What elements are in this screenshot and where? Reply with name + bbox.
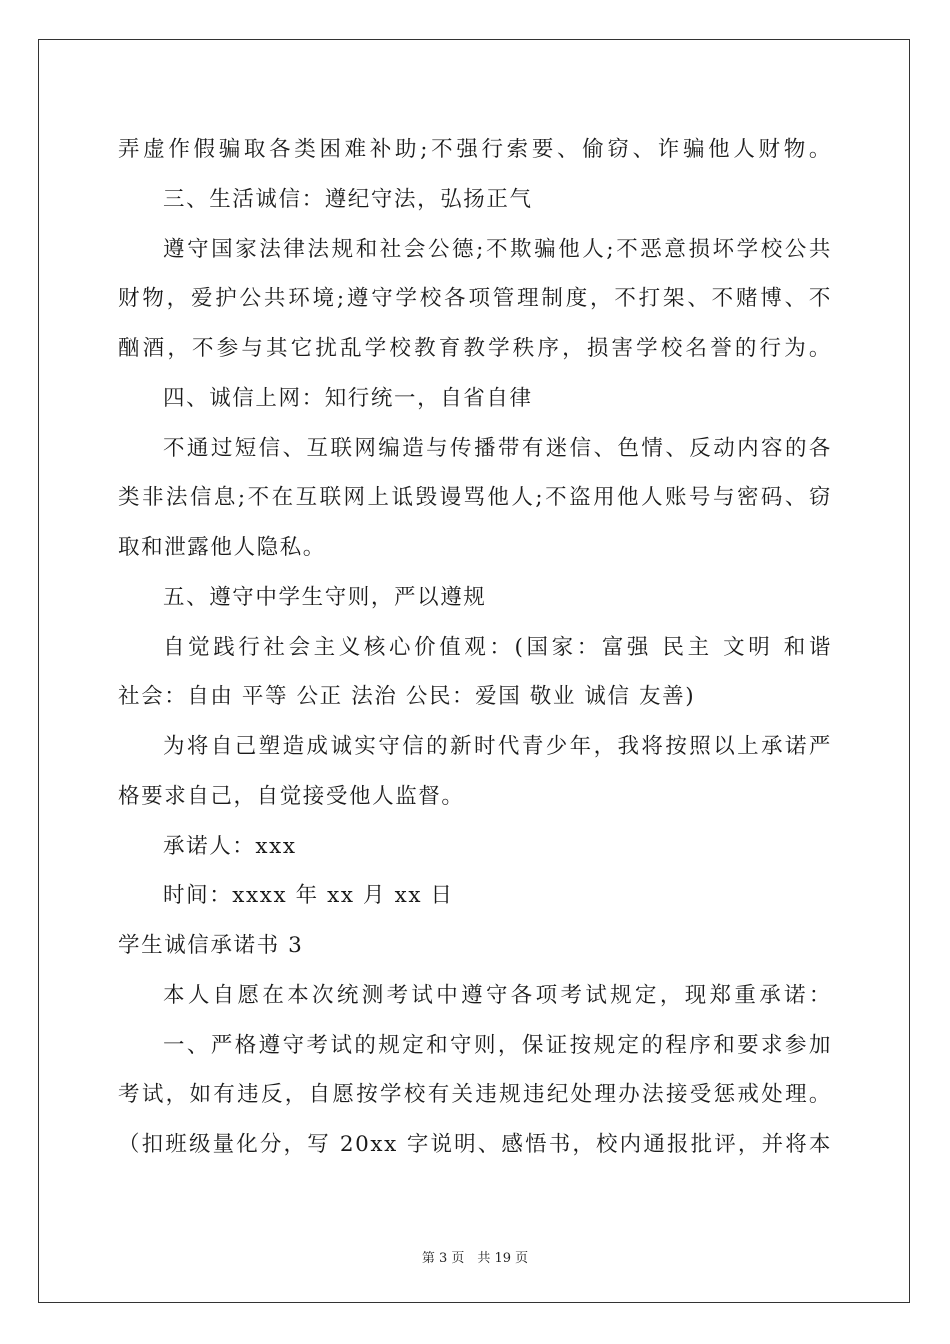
text-line: 弄虚作假骗取各类困难补助;不强行索要、偷窃、诈骗他人财物。 [118, 137, 832, 162]
text-line: 酗酒，不参与其它扰乱学校教育教学秩序，损害学校名誉的行为。 [118, 336, 832, 361]
text-line: （扣班级量化分，写 20xx 字说明、感悟书，校内通报批评，并将本 [118, 1132, 832, 1157]
section-heading: 五、遵守中学生守则，严以遵规 [163, 585, 487, 610]
signatory-line: 承诺人：xxx [163, 834, 297, 859]
text-line: 为将自己塑造成诚实守信的新时代青少年，我将按照以上承诺严 [163, 734, 832, 759]
text-line: 社会：自由 平等 公正 法治 公民：爱国 敬业 诚信 友善) [118, 684, 696, 709]
text-line: 考试，如有违反，自愿按学校有关违规违纪处理办法接受惩戒处理。 [118, 1082, 832, 1107]
text-line: 取和泄露他人隐私。 [118, 535, 326, 560]
text-line: 本人自愿在本次统测考试中遵守各项考试规定，现郑重承诺： [163, 983, 832, 1008]
text-line: 类非法信息;不在互联网上诋毁谩骂他人;不盗用他人账号与密码、窃 [118, 485, 832, 510]
text-line: 不通过短信、互联网编造与传播带有迷信、色情、反动内容的各 [163, 436, 832, 461]
text-line: 一、严格遵守考试的规定和守则，保证按规定的程序和要求参加 [163, 1033, 832, 1058]
page-border [38, 39, 910, 1303]
page-number: 第 3 页 共 19 页 [421, 1251, 529, 1266]
text-line: 自觉践行社会主义核心价值观：(国家：富强 民主 文明 和谐 [163, 635, 832, 660]
date-line: 时间：xxxx 年 xx 月 xx 日 [163, 883, 454, 908]
section-heading: 四、诚信上网：知行统一，自省自律 [163, 386, 533, 411]
text-line: 遵守国家法律法规和社会公德;不欺骗他人;不恶意损坏学校公共 [163, 237, 832, 262]
section-heading: 三、生活诚信：遵纪守法，弘扬正气 [163, 187, 533, 212]
document-title: 学生诚信承诺书 3 [118, 933, 304, 958]
text-line: 格要求自己，自觉接受他人监督。 [118, 784, 465, 809]
text-line: 财物，爱护公共环境;遵守学校各项管理制度，不打架、不赌博、不 [118, 286, 832, 311]
